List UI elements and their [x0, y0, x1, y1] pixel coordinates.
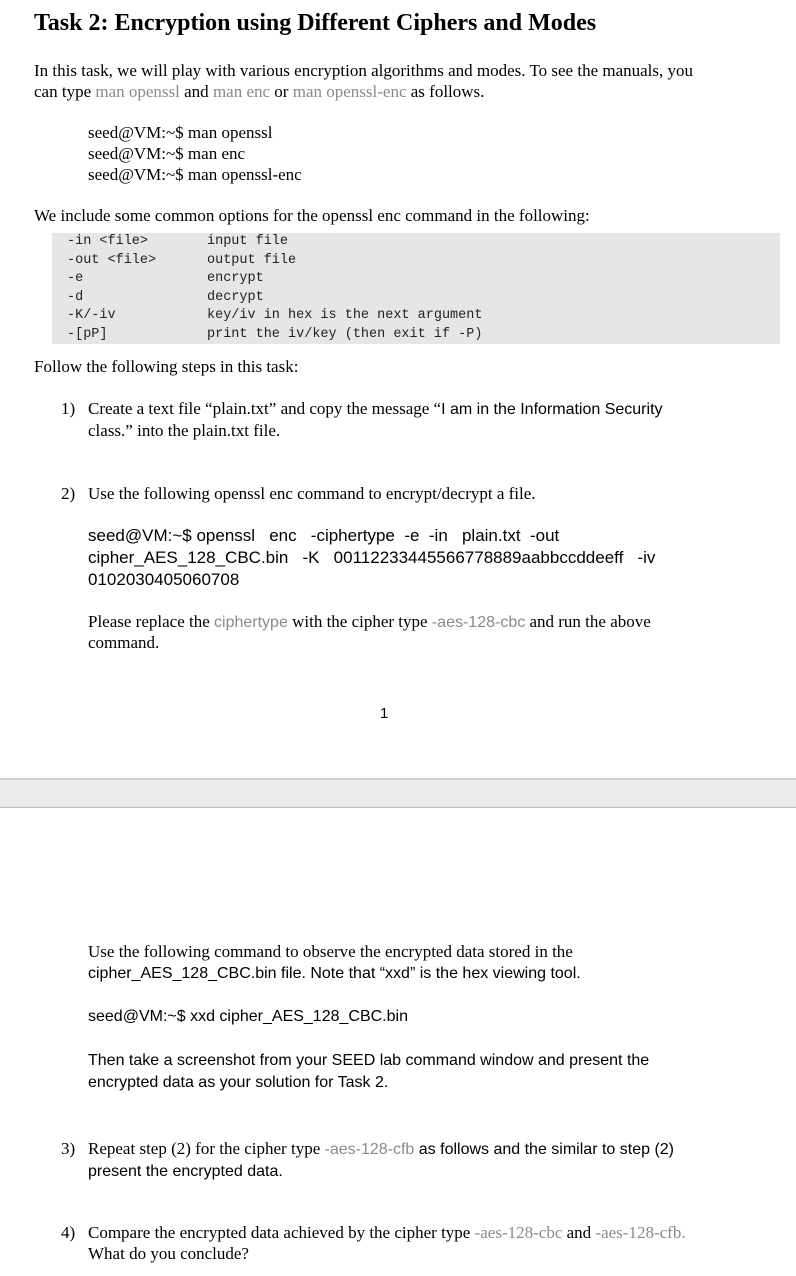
step-number: 2) — [61, 484, 76, 503]
cipher-aes-128-cfb-ref: -aes-128-cfb. — [595, 1223, 686, 1242]
step-3-line-2: present the encrypted data. — [88, 1163, 283, 1180]
replace-instruction: Please replace the ciphertype with the cipher type -aes-128-cbc and run the above — [88, 612, 651, 631]
step-number: 4) — [61, 1223, 76, 1242]
page-separator — [0, 778, 796, 808]
openssl-command-line-2: cipher_AES_128_CBC.bin -K 00112233445566778889aabbccddeeff -iv — [88, 548, 656, 567]
option-description: output file — [207, 252, 297, 268]
task-title: Task 2: Encryption using Different Ciphers and Modes — [34, 10, 597, 36]
option-description: encrypt — [207, 271, 264, 286]
replace-instruction-line-2: command. — [88, 633, 160, 652]
observe-line-1: Use the following command to observe the encrypted data stored in the — [88, 942, 573, 961]
option-flag: -d — [67, 289, 84, 305]
step-1-line-2: class.” into the plain.txt file. — [88, 421, 281, 440]
option-flag: -out <file> — [67, 252, 157, 268]
option-flag: -[pP] — [67, 326, 108, 342]
option-description: input file — [207, 234, 289, 249]
step-2: 2) Use the following openssl enc command to encrypt/decrypt a file. — [61, 484, 536, 503]
man-enc-ref: man enc — [212, 82, 271, 101]
step-number: 3) — [61, 1139, 76, 1158]
man-command: seed@VM:~$ man enc — [88, 144, 246, 163]
man-command: seed@VM:~$ man openssl-enc — [88, 165, 302, 184]
screenshot-instruction-line-1: Then take a screenshot from your SEED lab command window and present the — [88, 1052, 650, 1069]
ciphertype-ref: ciphertype — [214, 614, 288, 631]
option-flag: -K/-iv — [67, 308, 116, 323]
cipher-aes-128-cfb-ref: -aes-128-cfb — [324, 1141, 415, 1158]
man-openssl-ref: man openssl — [95, 82, 180, 101]
man-command: seed@VM:~$ man openssl — [88, 123, 273, 142]
step-1: 1) Create a text file “plain.txt” and copy the message “I am in the Information Security — [61, 399, 663, 418]
page-number: 1 — [380, 705, 389, 722]
option-flag: -e — [67, 271, 84, 286]
options-intro: We include some common options for the openssl enc command in the following: — [34, 206, 590, 225]
step-4: 4) Compare the encrypted data achieved by the cipher type -aes-128-cbc and -aes-128-cfb. — [61, 1223, 686, 1242]
openssl-command-line-1: seed@VM:~$ openssl enc -ciphertype -e -in plain.txt -out — [88, 526, 560, 545]
options-code-block — [52, 233, 780, 344]
observe-line-2: cipher_AES_128_CBC.bin file. Note that “xxd” is the hex viewing tool. — [88, 965, 581, 982]
step-4-line-2: What do you conclude? — [88, 1244, 249, 1263]
openssl-command-line-3: 0102030405060708 — [88, 570, 240, 589]
step-number: 1) — [61, 399, 76, 418]
cipher-aes-128-cbc-ref: -aes-128-cbc — [431, 614, 526, 631]
document-page-2 — [0, 808, 796, 1276]
xxd-command: seed@VM:~$ xxd cipher_AES_128_CBC.bin — [88, 1008, 408, 1025]
intro-line-1: In this task, we will play with various encryption algorithms and modes. To see the manuals, you — [34, 61, 694, 80]
option-description: print the iv/key (then exit if -P) — [207, 326, 483, 342]
steps-intro: Follow the following steps in this task: — [34, 357, 299, 376]
screenshot-instruction-line-2: encrypted data as your solution for Task 2. — [88, 1074, 389, 1091]
man-openssl-enc-ref: man openssl-enc — [292, 82, 407, 101]
cipher-aes-128-cbc-ref: -aes-128-cbc — [474, 1223, 563, 1242]
step-3: 3) Repeat step (2) for the cipher type -aes-128-cfb as follows and the similar to step (2) — [61, 1139, 674, 1158]
option-description: decrypt — [207, 289, 264, 305]
option-description: key/iv in hex is the next argument — [207, 308, 483, 323]
option-flag: -in <file> — [67, 234, 149, 249]
intro-line-2: can type man openssl and man enc or man openssl-enc as follows. — [34, 82, 485, 101]
